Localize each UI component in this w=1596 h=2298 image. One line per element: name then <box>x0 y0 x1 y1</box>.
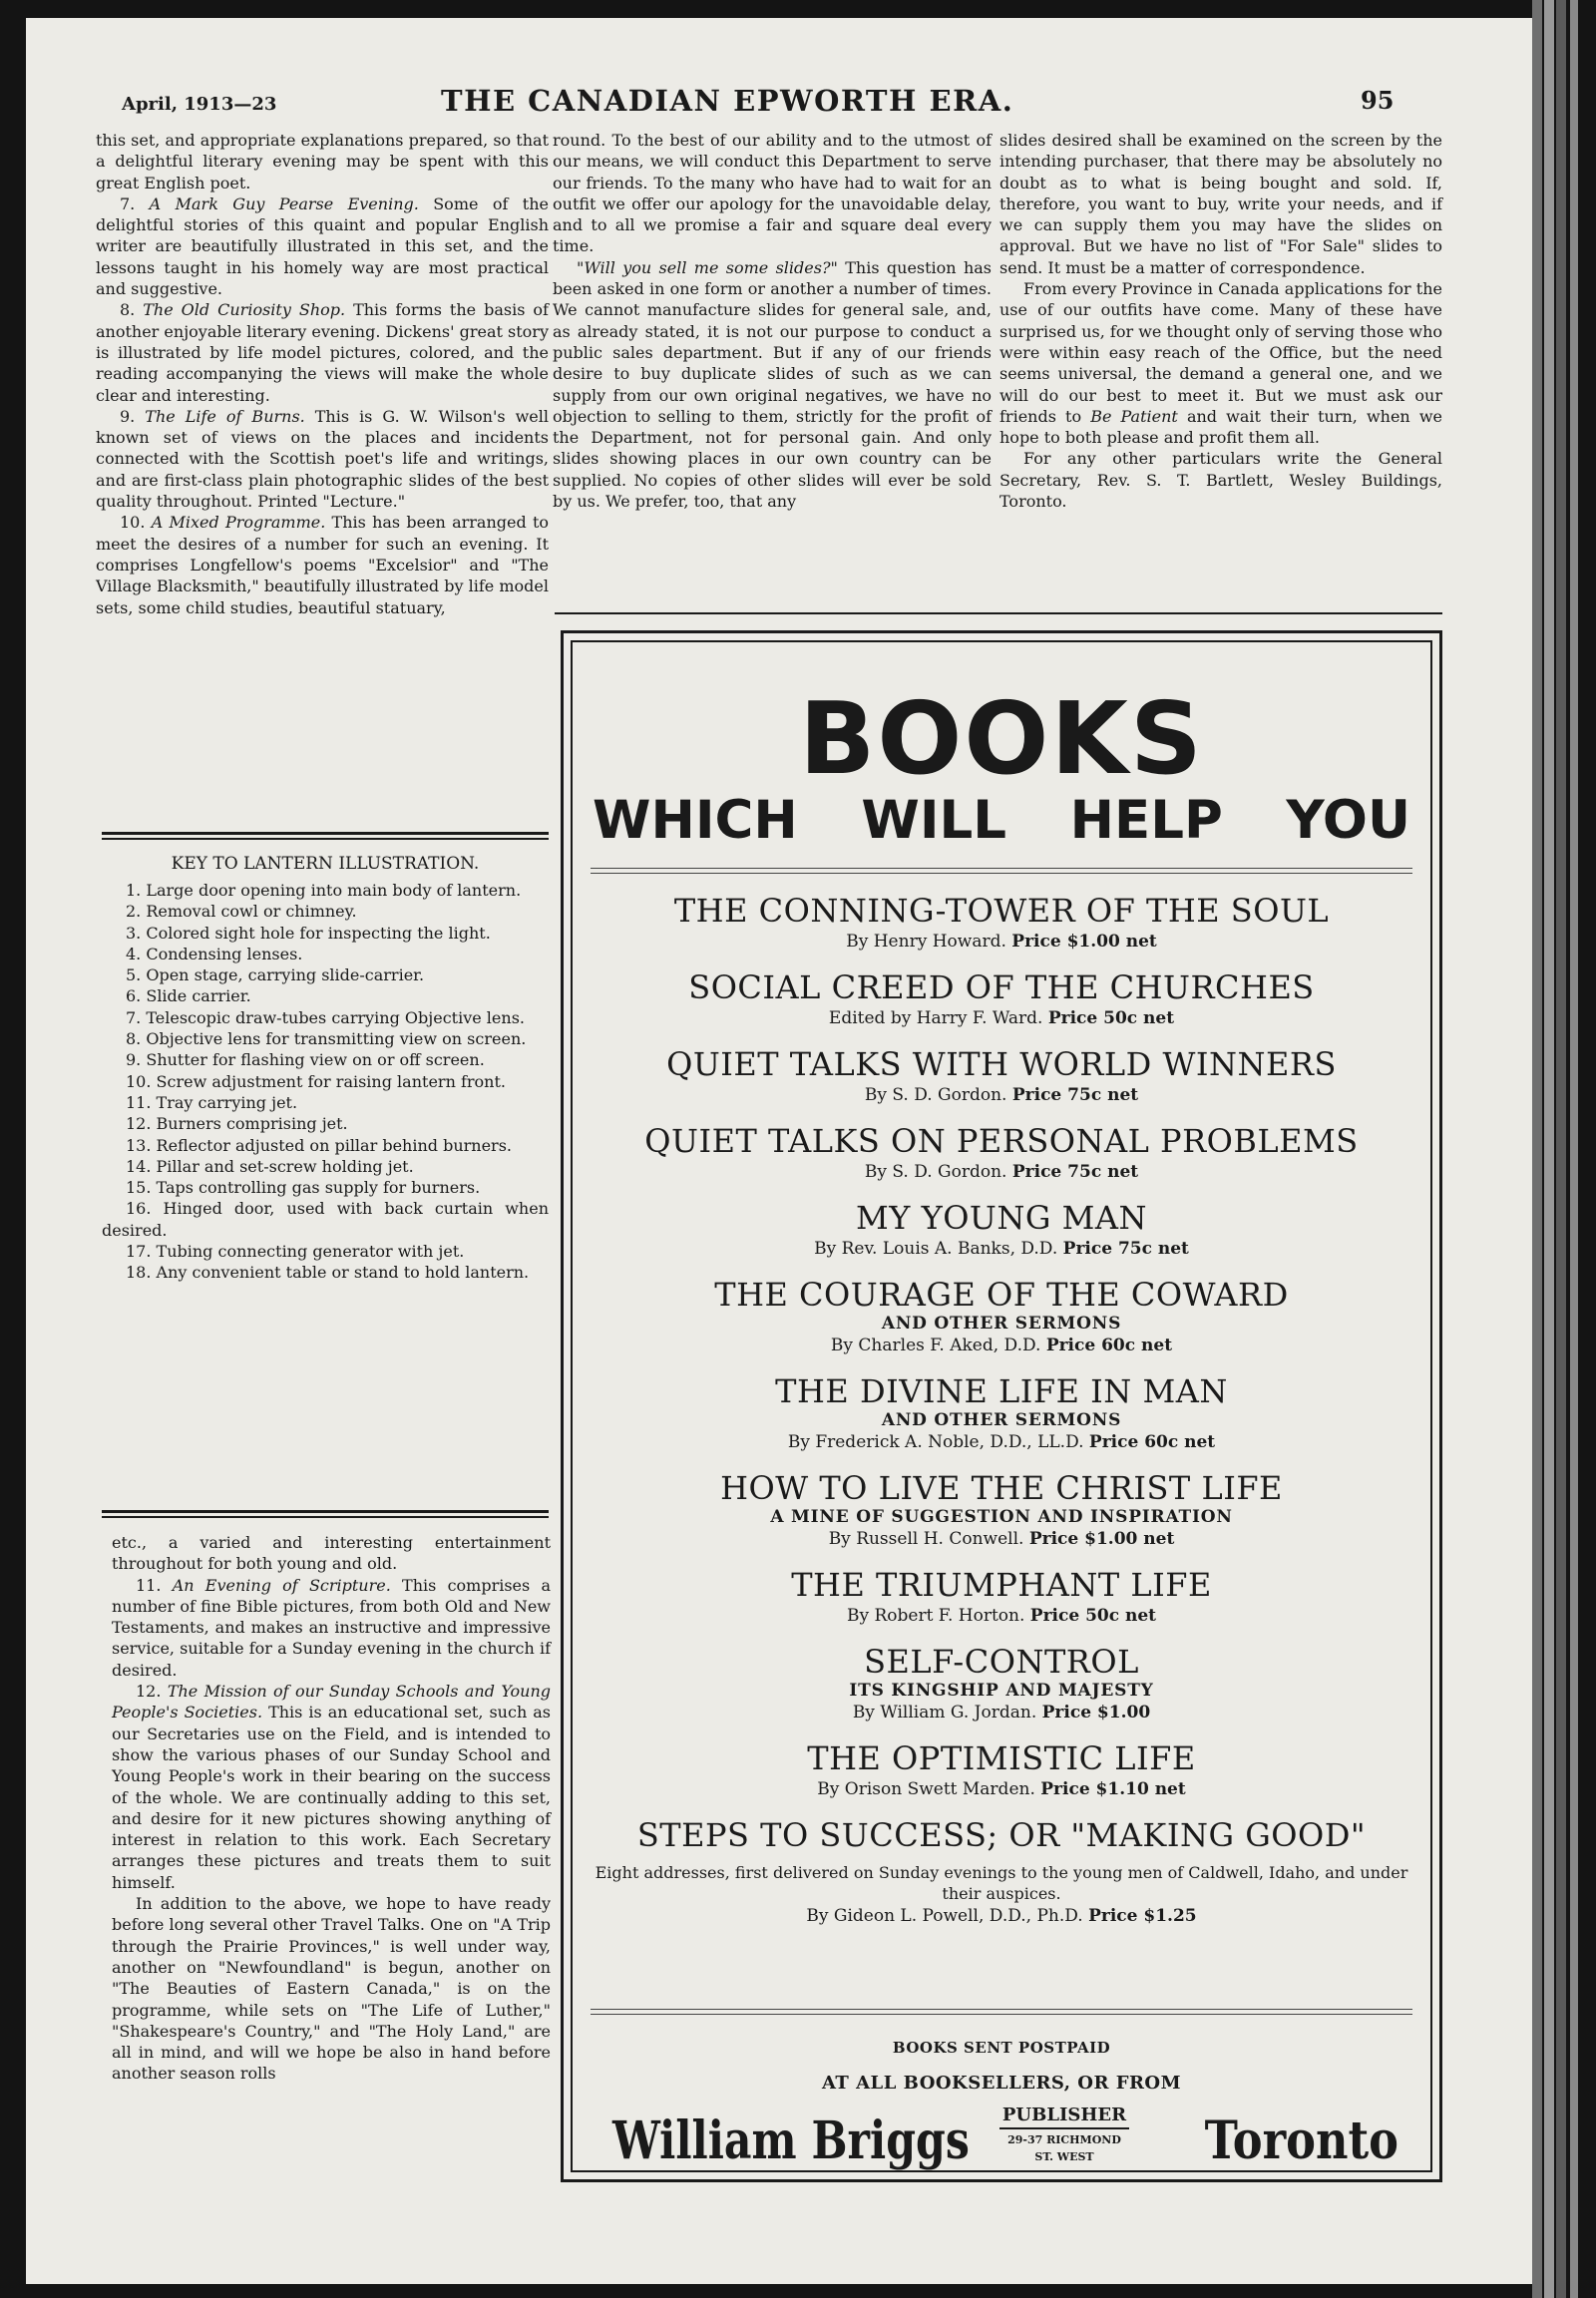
book-author: By Charles F. Aked, D.D. <box>830 1336 1041 1355</box>
book-entry <box>591 1372 1412 1454</box>
book-price: Price 50c net <box>1047 1008 1175 1028</box>
paragraph: this set, and appropriate explanations prepared, so that a delightful literary evening may be spent with this great English poet. <box>96 131 549 192</box>
paragraph: "Will you sell me some slides?" This question has been asked in one form or another a number of times. We cannot manufacture slides for general sale, and, as already stated, it is not our purpose to conduct a public sales department. But if any of our friends desire to buy duplicate slides of such as we can supply from our own original negatives, we have no objection to selling to them, strictly for the profit of the Department, not for personal gain. And only slides showing places in our own country can be supplied. No copies of other slides will ever be sold by us. We prefer, too, that any <box>553 257 993 512</box>
book-title: THE COURAGE OF THE COWARD <box>714 1276 1289 1314</box>
book-entry <box>591 968 1412 1030</box>
paragraph: For any other particulars write the General Secretary, Rev. S. T. Bartlett, Wesley Buildings, Toronto. <box>999 449 1442 512</box>
page-number: 95 <box>1361 86 1395 115</box>
running-header <box>26 82 1532 122</box>
key-item: 14. Pillar and set-screw holding jet. <box>126 1156 414 1176</box>
book-entry <box>591 1643 1412 1724</box>
book-subtitle: AND OTHER SERMONS <box>881 1314 1122 1334</box>
binding-edge <box>1544 0 1554 2298</box>
key-item: 5. Open stage, carrying slide-carrier. <box>126 965 425 985</box>
book-entry <box>591 1122 1412 1184</box>
book-title: THE TRIUMPHANT LIFE <box>791 1566 1212 1604</box>
ad-rule <box>591 2009 1412 2010</box>
book-entry <box>591 1199 1412 1261</box>
book-price: Price $1.00 net <box>1011 932 1157 952</box>
book-author: By Henry Howard. <box>846 932 1006 952</box>
paragraph: round. To the best of our ability and to the utmost of our means, we will conduct this Department to serve our friends. To the many who have had to wait for an outfit we offer our apology for the unavoidable delay, and to all we promise a fair and square deal every time. <box>553 131 992 256</box>
book-byline-row <box>591 1237 1412 1261</box>
book-byline-row <box>591 1083 1412 1107</box>
book-title: THE DIVINE LIFE IN MAN <box>775 1372 1228 1410</box>
issue-date: April, 1913—23 <box>122 94 277 115</box>
column-3-text <box>999 130 1442 512</box>
book-title: THE CONNING-TOWER OF THE SOUL <box>673 892 1330 930</box>
section-divider <box>102 1510 549 1518</box>
book-entry <box>591 1816 1412 1928</box>
key-item: 13. Reflector adjusted on pillar behind burners. <box>126 1135 512 1155</box>
book-entry <box>591 1276 1412 1357</box>
section-divider <box>102 832 549 840</box>
binding-edge <box>1556 0 1566 2298</box>
key-item: 3. Colored sight hole for inspecting the light. <box>126 923 491 943</box>
paragraph: From every Province in Canada applications for the use of our outfits have come. Many of these have surprised us, for we thought only of serving those who were within easy reach of the Office, but the need seems universal, the demand a general one, and we will do our best to meet it. But we must ask our friends to Be Patient and wait their turn, when we hope to both please and profit them all. <box>999 279 1443 448</box>
paragraph: 9. The Life of Burns. This is G. W. Wilson's well known set of views on the places and incidents connected with the Scottish poet's life and writings, and are first-class plain photographic slides of the best quality throughout. Printed "Lecture." <box>96 406 550 512</box>
paragraph: 7. A Mark Guy Pearse Evening. Some of the delightful stories of this quaint and popular English writer are beautifully illustrated in this set, and the lessons taught in his homely way are most practical and suggestive. <box>96 193 550 299</box>
binding-edge <box>1532 0 1542 2298</box>
book-price: Price 75c net <box>1011 1162 1139 1182</box>
key-item: 9. Shutter for flashing view on or off screen. <box>126 1050 485 1070</box>
book-byline-row <box>591 930 1412 954</box>
book-entry <box>591 892 1412 954</box>
book-byline-row <box>591 1334 1412 1357</box>
paragraph: etc., a varied and interesting entertainment throughout for both young and old. <box>112 1533 551 1574</box>
book-byline-row <box>591 1777 1412 1801</box>
ad-rule <box>591 873 1412 874</box>
column-1-bottom-text <box>112 1532 551 2085</box>
ad-subheadline <box>593 790 1410 851</box>
book-byline-row <box>591 1160 1412 1184</box>
book-title: SELF-CONTROL <box>864 1643 1139 1681</box>
key-item: 10. Screw adjustment for raising lantern front. <box>126 1071 506 1091</box>
publisher-label: PUBLISHER <box>999 2105 1129 2129</box>
book-price: Price $1.00 <box>1041 1703 1151 1723</box>
book-author: By Rev. Louis A. Banks, D.D. <box>814 1239 1058 1259</box>
paragraph: 11. An Evening of Scripture. This comprises a number of fine Bible pictures, from both Old and New Testaments, and makes an instructive and impressive service, suitable for a Sunday evening in the church if desired. <box>112 1575 552 1680</box>
postpaid-note: BOOKS SENT POSTPAID <box>892 2039 1111 2057</box>
key-item: 15. Taps controlling gas supply for burners. <box>126 1178 481 1198</box>
key-item: 12. Burners comprising jet. <box>126 1114 348 1134</box>
publisher-city: Toronto <box>1204 2110 1398 2171</box>
book-title: MY YOUNG MAN <box>856 1199 1147 1237</box>
paragraph: 12. The Mission of our Sunday Schools and Young People's Societies. This is an educational set, such as our Secretaries use on the Field, and is intended to show the various phases of our Sunday School and Young People's work in their bearing on the success of the whole. We are continually adding to this set, and desire for it new pictures showing anything of interest in relation to this work. Each Secretary arranges these pictures and treats them to suit himself. <box>112 1682 552 1892</box>
ad-rule <box>591 868 1412 869</box>
book-byline-row <box>591 1006 1412 1030</box>
key-item: 2. Removal cowl or chimney. <box>126 902 357 922</box>
subhead-word: WHICH <box>593 790 798 851</box>
book-title: QUIET TALKS ON PERSONAL PROBLEMS <box>644 1122 1359 1160</box>
book-price: Price $1.25 <box>1088 1906 1197 1926</box>
subhead-word: YOU <box>1286 790 1410 851</box>
book-subtitle: AND OTHER SERMONS <box>881 1410 1122 1430</box>
magazine-page <box>26 18 1532 2284</box>
ad-rule <box>591 2014 1412 2015</box>
book-entry <box>591 1739 1412 1801</box>
publisher-block <box>573 2101 1430 2180</box>
publisher-address-line: 29-37 RICHMOND <box>1007 2133 1121 2146</box>
book-byline-row <box>591 1701 1412 1724</box>
subhead-word: WILL <box>861 790 1007 851</box>
key-item: 17. Tubing connecting generator with jet. <box>126 1242 465 1262</box>
ad-headline: BOOKS <box>799 680 1204 797</box>
book-byline-row <box>591 1904 1412 1928</box>
paragraph: In addition to the above, we hope to have ready before long several other Travel Talks. One on "A Trip through the Prairie Provinces," is well under way, another on "Newfoundland" is begun, another on "The Beauties of Eastern Canada," is on the programme, while sets on "The Life of Luther," "Shakespeare's Country," and "The Holy Land," are all in mind, and will we hope be also in hand before another season rolls <box>112 1894 551 2084</box>
book-author: By Frederick A. Noble, D.D., LL.D. <box>787 1432 1084 1452</box>
book-price: Price 50c net <box>1029 1606 1157 1626</box>
book-author: Edited by Harry F. Ward. <box>828 1008 1043 1028</box>
book-entry <box>591 1566 1412 1628</box>
magazine-title: THE CANADIAN EPWORTH ERA. <box>441 84 1014 118</box>
key-heading: KEY TO LANTERN ILLUSTRATION. <box>171 854 480 874</box>
book-title: STEPS TO SUCCESS; OR "MAKING GOOD" <box>636 1816 1367 1854</box>
publisher-name: William Briggs <box>612 2110 970 2171</box>
key-item: 18. Any convenient table or stand to hold lantern. <box>126 1263 530 1283</box>
book-title: HOW TO LIVE THE CHRIST LIFE <box>720 1469 1283 1507</box>
book-title: THE OPTIMISTIC LIFE <box>807 1739 1196 1777</box>
book-price: Price $1.10 net <box>1040 1779 1186 1799</box>
key-item: 8. Objective lens for transmitting view on screen. <box>126 1029 527 1049</box>
book-byline-row <box>591 1527 1412 1551</box>
book-title: QUIET TALKS WITH WORLD WINNERS <box>666 1045 1337 1083</box>
book-price: Price 75c net <box>1011 1085 1139 1105</box>
book-author: By Russell H. Conwell. <box>828 1529 1024 1549</box>
book-entry <box>591 1045 1412 1107</box>
key-item: 4. Condensing lenses. <box>126 944 303 963</box>
key-list <box>102 880 549 1284</box>
column-divider <box>555 612 1442 614</box>
book-title: SOCIAL CREED OF THE CHURCHES <box>688 968 1315 1006</box>
book-description: Eight addresses, first delivered on Sunday evenings to the young men of Caldwell, Idaho, and under their auspices. <box>595 1863 1408 1903</box>
book-price: Price 60c net <box>1045 1336 1173 1355</box>
paragraph: 8. The Old Curiosity Shop. This forms the basis of another enjoyable literary evening. Dickens' great story is illustrated by life model pictures, colored, and the reading accompanying the views will make the whole clear and interesting. <box>96 300 549 405</box>
book-price: Price $1.00 net <box>1028 1529 1175 1549</box>
book-subtitle: A MINE OF SUGGESTION AND INSPIRATION <box>770 1507 1233 1527</box>
key-item: 1. Large door opening into main body of lantern. <box>126 881 522 900</box>
book-price: Price 75c net <box>1062 1239 1189 1259</box>
book-entry <box>591 1469 1412 1551</box>
publisher-label-block <box>999 2105 1129 2163</box>
book-author: By Gideon L. Powell, D.D., Ph.D. <box>806 1906 1083 1926</box>
book-author: By William G. Jordan. <box>852 1703 1037 1723</box>
key-item: 11. Tray carrying jet. <box>126 1092 298 1112</box>
key-item: 6. Slide carrier. <box>126 986 251 1006</box>
key-item: 16. Hinged door, used with back curtain when desired. <box>102 1199 549 1240</box>
book-byline-row <box>591 1604 1412 1628</box>
publisher-address-line: ST. WEST <box>1034 2150 1094 2163</box>
book-author: By S. D. Gordon. <box>864 1085 1007 1105</box>
book-byline-row <box>591 1430 1412 1454</box>
binding-edge <box>1570 0 1578 2298</box>
paragraph: 10. A Mixed Programme. This has been arranged to meet the desires of a number for such an evening. It comprises Longfellow's poems "Excelsior" and "The Village Blacksmith," beautifully illustrated by life model sets, some child studies, beautiful statuary, <box>96 513 550 617</box>
book-price: Price 60c net <box>1088 1432 1216 1452</box>
book-author: By S. D. Gordon. <box>864 1162 1007 1182</box>
column-1-top-text <box>96 130 549 618</box>
book-advertisement <box>561 630 1442 2182</box>
paragraph: slides desired shall be examined on the screen by the intending purchaser, that there may be absolutely no doubt as to what is being bought and sold. If, therefore, you want to buy, write your needs, and if we can supply them you may have the slides on approval. But we have no list of "For Sale" slides to send. It must be a matter of correspondence. <box>999 131 1442 277</box>
book-author: By Robert F. Horton. <box>846 1606 1025 1626</box>
booksellers-note: AT ALL BOOKSELLERS, OR FROM <box>821 2073 1182 2094</box>
book-author: By Orison Swett Marden. <box>817 1779 1035 1799</box>
book-list <box>591 892 1412 1943</box>
subhead-word: HELP <box>1069 790 1223 851</box>
ad-inner-border <box>571 640 1432 2172</box>
book-subtitle: ITS KINGSHIP AND MAJESTY <box>849 1681 1154 1701</box>
column-2-text <box>553 130 992 512</box>
key-item: 7. Telescopic draw-tubes carrying Objective lens. <box>126 1007 525 1027</box>
